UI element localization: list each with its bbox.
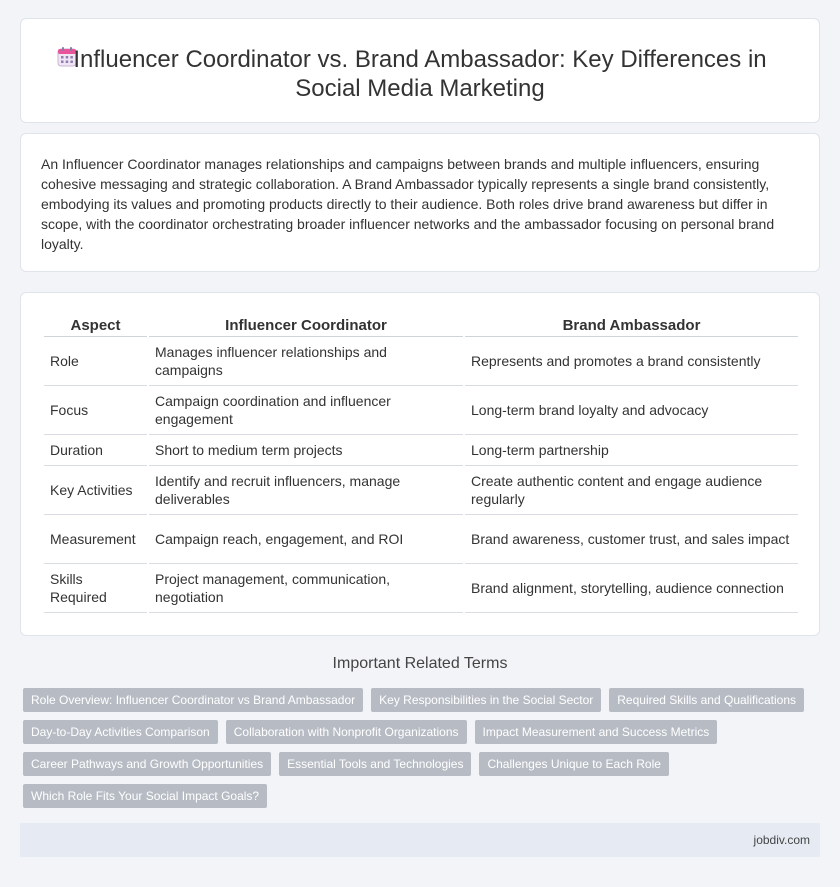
- header-card: [20, 18, 820, 123]
- table-header-row: [44, 315, 798, 337]
- cell-ambassador: Long-term brand loyalty and advocacy: [465, 386, 798, 435]
- table-row: [44, 337, 798, 386]
- cell-coordinator: Manages influencer relationships and campaigns: [149, 337, 463, 386]
- comparison-table: [42, 315, 800, 613]
- cell-aspect: Duration: [44, 435, 147, 466]
- related-terms-tags: [23, 688, 823, 816]
- related-term-tag[interactable]: Role Overview: Influencer Coordinator vs Brand Ambassador: [23, 688, 363, 712]
- table-row: [44, 466, 798, 515]
- comparison-card: [20, 292, 820, 636]
- cell-ambassador: Create authentic content and engage audience regularly: [465, 466, 798, 515]
- footer-site-link[interactable]: jobdiv.com: [753, 833, 810, 847]
- table-row: [44, 515, 798, 564]
- related-term-tag[interactable]: Day-to-Day Activities Comparison: [23, 720, 218, 744]
- related-term-tag[interactable]: Essential Tools and Technologies: [279, 752, 471, 776]
- table-row: [44, 435, 798, 466]
- related-term-tag[interactable]: Challenges Unique to Each Role: [479, 752, 668, 776]
- cell-coordinator: Campaign reach, engagement, and ROI: [149, 515, 463, 564]
- cell-ambassador: Brand awareness, customer trust, and sales impact: [465, 515, 798, 564]
- cell-ambassador: Long-term partnership: [465, 435, 798, 466]
- related-term-tag[interactable]: Which Role Fits Your Social Impact Goals?: [23, 784, 267, 808]
- header-influencer-coordinator: Influencer Coordinator: [149, 315, 463, 337]
- table-row: [44, 564, 798, 613]
- cell-aspect: Measurement: [44, 515, 147, 564]
- related-term-tag[interactable]: Required Skills and Qualifications: [609, 688, 804, 712]
- cell-coordinator: Project management, communication, negotiation: [149, 564, 463, 613]
- cell-coordinator: Campaign coordination and influencer engagement: [149, 386, 463, 435]
- page-title: Influencer Coordinator vs. Brand Ambassador: Key Differences in Social Media Marketing: [73, 46, 767, 102]
- cell-ambassador: Brand alignment, storytelling, audience connection: [465, 564, 798, 613]
- intro-text: An Influencer Coordinator manages relationships and campaigns between brands and multiple influencers, ensuring cohesive messaging and strategic collaboration. A Brand Ambassador typically represents a single brand consistently, embodying its values and promoting products directly to their audience. Both roles drive brand awareness but differ in scope, with the coordinator orchestrating broader influencer networks and the ambassador focusing on personal brand loyalty.: [41, 156, 775, 252]
- related-terms-title: Important Related Terms: [332, 655, 508, 672]
- related-term-tag[interactable]: Collaboration with Nonprofit Organizations: [226, 720, 467, 744]
- cell-aspect: Key Activities: [44, 466, 147, 515]
- table-row: [44, 386, 798, 435]
- cell-aspect: Role: [44, 337, 147, 386]
- cell-ambassador: Represents and promotes a brand consistently: [465, 337, 798, 386]
- cell-coordinator: Identify and recruit influencers, manage deliverables: [149, 466, 463, 515]
- related-term-tag[interactable]: Key Responsibilities in the Social Sector: [371, 688, 601, 712]
- related-term-tag[interactable]: Impact Measurement and Success Metrics: [475, 720, 718, 744]
- cell-aspect: Skills Required: [44, 564, 147, 613]
- header-brand-ambassador: Brand Ambassador: [465, 315, 798, 337]
- footer: [20, 823, 820, 857]
- header-aspect: Aspect: [44, 315, 147, 337]
- cell-coordinator: Short to medium term projects: [149, 435, 463, 466]
- intro-card: [20, 133, 820, 272]
- cell-aspect: Focus: [44, 386, 147, 435]
- related-term-tag[interactable]: Career Pathways and Growth Opportunities: [23, 752, 271, 776]
